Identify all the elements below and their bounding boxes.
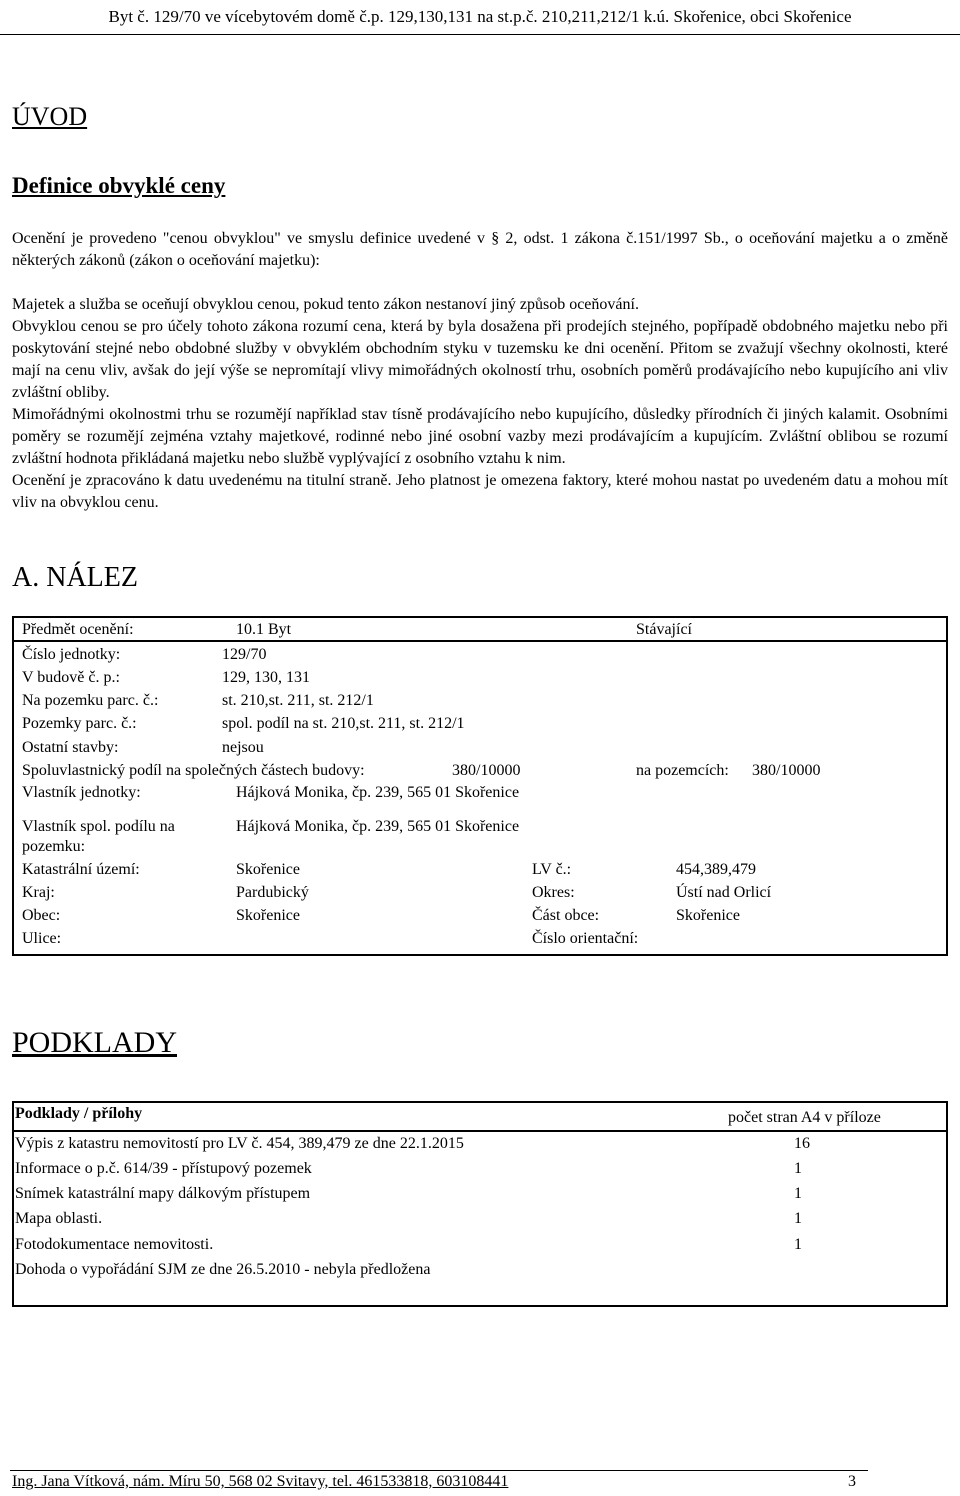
cislo-jednotky-value: 129/70 (222, 646, 267, 663)
paragraph-definice: Ocenění je provedeno "cenou obvyklou" ve smyslu definice uvedené v § 2, odst. 1 zákona č.151/1997 Sb., o oceňování majetku a o změně některých zákonů (zákon o oceňování majetku): (12, 230, 948, 269)
footer-divider (10, 1470, 868, 1471)
vlastnik-spol-label-2: pozemku: (22, 838, 86, 855)
uvod-text-1 (12, 228, 948, 272)
uvod-heading: ÚVOD (12, 102, 88, 131)
obec-label: Obec: (22, 907, 61, 924)
katastralni-uzemi-label: Katastrální území: (22, 861, 140, 878)
page-number: 3 (848, 1473, 856, 1490)
pozemek-value: st. 210,st. 211, st. 212/1 (222, 692, 374, 709)
spoluvlastnicky-value: 380/10000 (452, 762, 521, 779)
podklad-row-name: Mapa oblasti. (15, 1210, 103, 1227)
spoluvlastnicky-label: Spoluvlastnický podíl na společných částech budovy: (22, 762, 365, 779)
podklad-row-pages: 1 (794, 1160, 802, 1177)
kraj-value: Pardubický (236, 884, 309, 901)
paragraph-majetek: Majetek a služba se oceňují obvyklou cenou, pokud tento zákon nestanoví jiný způsob oceňování. (12, 296, 639, 313)
ostatni-stavby-label: Ostatní stavby: (22, 739, 119, 756)
cast-obce-label: Část obce: (532, 907, 600, 924)
header-divider (0, 34, 960, 35)
podklad-row-name: Snímek katastrální mapy dálkovým přístupem (15, 1185, 311, 1202)
budova-label: V budově č. p.: (22, 669, 120, 686)
kraj-label: Kraj: (22, 884, 55, 901)
podklad-row-pages: 1 (794, 1210, 802, 1227)
podklad-row-name: Informace o p.č. 614/39 - přístupový pozemek (15, 1160, 312, 1177)
podklad-row-pages: 16 (794, 1135, 810, 1152)
pocet-stran-header: počet stran A4 v příloze (728, 1109, 881, 1126)
predmet-status: Stávající (636, 621, 692, 638)
podklad-row-pages: 1 (794, 1185, 802, 1202)
nalez-divider (12, 640, 948, 642)
predmet-value: 10.1 Byt (236, 621, 292, 638)
obec-value: Skořenice (236, 907, 300, 924)
ostatni-stavby-value: nejsou (222, 739, 264, 756)
podklad-row-pages: 1 (794, 1236, 802, 1253)
paragraph-mimoradne: Mimořádnými okolnostmi trhu se rozumějí například stav tísně prodávajícího nebo kupujícího, důsledky přírodních či jiných kalamit. Osobními poměry se rozumějí zejména vztahy majetkové, rodinné nebo jiné osobní vazby mezi prodávajícím a kupujícím. Zvláštní oblibou se rozumí zvláštní hodnota přikládaná majetku nebo službě vyplývající z osobního vztahu k nim. (12, 406, 948, 467)
page-header: Byt č. 129/70 ve vícebytovém domě č.p. 129,130,131 na st.p.č. 210,211,212/1 k.ú. Skořenice, obci Skořenice (108, 7, 852, 26)
podklad-row-name: Výpis z katastru nemovitostí pro LV č. 454, 389,479 ze dne 22.1.2015 (15, 1135, 464, 1152)
podklady-heading: PODKLADY (12, 1026, 177, 1059)
lv-label: LV č.: (532, 861, 572, 878)
definice-heading: Definice obvyklé ceny (12, 173, 226, 198)
vlastnik-value: Hájková Monika, čp. 239, 565 01 Skořenice (236, 784, 520, 801)
paragraph-obvykla-cena: Obvyklou cenou se pro účely tohoto zákona rozumí cena, která by byla dosažena při prodejích stejného, popřípadě obdobného majetku nebo při poskytování stejné nebo obdobné služby v obvyklém obchodním styku v tuzemsku ke dni ocenění. Přitom se zvažují všechny okolnosti, které mají na cenu vliv, avšak do její výše se nepromítají vlivy mimořádných okolností trhu, osobních poměrů prodávajícího nebo kupujícího ani vliv zvláštní obliby. (12, 318, 948, 401)
pozemek-label: Na pozemku parc. č.: (22, 692, 159, 709)
podklad-row-name: Fotodokumentace nemovitosti. (15, 1236, 214, 1253)
vlastnik-spol-value: Hájková Monika, čp. 239, 565 01 Skořenice (236, 818, 520, 835)
pozemky-label: Pozemky parc. č.: (22, 715, 137, 732)
okres-label: Okres: (532, 884, 575, 901)
vlastnik-spol-label-1: Vlastník spol. podílu na (22, 818, 175, 835)
cislo-jednotky-label: Číslo jednotky: (22, 646, 121, 663)
podklady-col-header: Podklady / přílohy (15, 1105, 143, 1122)
uvod-text-2 (12, 294, 948, 514)
cislo-orientacni-label: Číslo orientační: (532, 930, 639, 947)
ulice-label: Ulice: (22, 930, 62, 947)
paragraph-datum: Ocenění je zpracováno k datu uvedenému na titulní straně. Jeho platnost je omezena faktory, které mohou nastat po uvedeném datu a mohou mít vliv na obvyklou cenu. (12, 472, 948, 511)
predmet-label: Předmět ocenění: (22, 621, 134, 638)
nalez-heading: A. NÁLEZ (12, 562, 138, 593)
pozemky-podil-label: na pozemcích: (636, 762, 729, 779)
budova-value: 129, 130, 131 (222, 669, 310, 686)
lv-value: 454,389,479 (676, 861, 756, 878)
vlastnik-label: Vlastník jednotky: (22, 784, 141, 801)
podklady-divider (12, 1130, 948, 1132)
cast-obce-value: Skořenice (676, 907, 740, 924)
pozemky-value: spol. podíl na st. 210,st. 211, st. 212/1 (222, 715, 465, 732)
pozemky-podil-value: 380/10000 (752, 762, 821, 779)
katastralni-uzemi-value: Skořenice (236, 861, 300, 878)
podklad-row-name: Dohoda o vypořádání SJM ze dne 26.5.2010 - nebyla předložena (15, 1261, 431, 1278)
footer-author: Ing. Jana Vítková, nám. Míru 50, 568 02 Svitavy, tel. 461533818, 603108441 (12, 1473, 509, 1490)
okres-value: Ústí nad Orlicí (676, 884, 772, 901)
